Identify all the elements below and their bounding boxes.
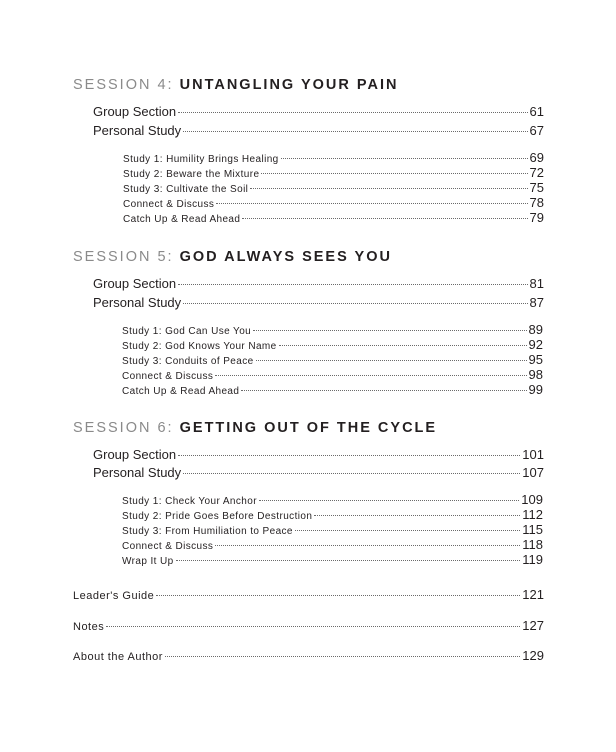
toc-entry-label: Group Section — [93, 276, 177, 291]
toc-entry-label: Connect & Discuss — [122, 541, 214, 552]
toc-entry-label: Study 3: From Humiliation to Peace — [122, 526, 293, 537]
toc-page-number: 67 — [529, 123, 544, 138]
dot-leader — [216, 203, 527, 204]
toc-entry-label: Group Section — [93, 447, 177, 462]
toc-page-number: 119 — [522, 552, 543, 567]
session-6-title — [73, 419, 437, 437]
dot-leader — [279, 345, 527, 346]
dot-leader — [259, 500, 519, 501]
toc-page-number: 98 — [528, 367, 543, 382]
toc-page-number: 118 — [522, 537, 543, 552]
dot-leader — [178, 455, 520, 456]
toc-entry-personal-study[interactable] — [93, 464, 544, 482]
toc-page-number: 121 — [522, 587, 544, 602]
toc-page-number: 115 — [522, 522, 543, 537]
toc-page-number: 89 — [528, 322, 543, 337]
dot-leader — [256, 360, 527, 361]
toc-page-number: 75 — [529, 180, 544, 195]
toc-entry-label: Connect & Discuss — [122, 371, 214, 382]
session-6-name: GETTING OUT OF THE CYCLE — [179, 420, 438, 436]
toc-page-number: 79 — [529, 210, 544, 225]
dot-leader — [183, 131, 527, 132]
toc-page-number: 99 — [528, 382, 543, 397]
toc-page-number: 109 — [521, 492, 543, 507]
toc-page-number: 112 — [522, 507, 543, 522]
toc-entry-label: Study 1: God Can Use You — [122, 326, 252, 337]
toc-entry-group-section[interactable] — [93, 275, 544, 293]
toc-entry-catch-up[interactable] — [122, 382, 543, 399]
dot-leader — [183, 303, 527, 304]
toc-entry-group-section[interactable] — [93, 446, 544, 464]
toc-page-number: 72 — [529, 165, 544, 180]
session-4-name: UNTANGLING YOUR PAIN — [179, 77, 399, 93]
dot-leader — [314, 515, 520, 516]
toc-entry-label: Catch Up & Read Ahead — [122, 386, 240, 397]
toc-page-number: 61 — [529, 104, 544, 119]
toc-entry-label: Study 2: Beware the Mixture — [123, 169, 260, 180]
dot-leader — [156, 595, 520, 596]
dot-leader — [261, 173, 527, 174]
toc-entry-group-section[interactable] — [93, 103, 544, 121]
toc-entry-label: Study 2: God Knows Your Name — [122, 341, 277, 352]
toc-entry-label: Notes — [73, 621, 105, 633]
session-5-title — [73, 248, 392, 266]
toc-entry-label: Personal Study — [93, 123, 182, 138]
toc-entry-label: Study 3: Conduits of Peace — [122, 356, 254, 367]
toc-entry-leaders-guide[interactable] — [73, 587, 544, 604]
toc-page-number: 81 — [529, 276, 544, 291]
toc-entry-label: About the Author — [73, 651, 163, 663]
toc-page-number: 107 — [522, 465, 544, 480]
dot-leader — [178, 112, 527, 113]
dot-leader — [215, 545, 520, 546]
toc-entry-label: Group Section — [93, 104, 177, 119]
toc-entry-personal-study[interactable] — [93, 294, 544, 312]
session-5-name: GOD ALWAYS SEES YOU — [179, 249, 392, 265]
toc-page-number: 127 — [522, 618, 544, 633]
toc-page-number: 101 — [522, 447, 544, 462]
toc-entry-about-the-author[interactable] — [73, 648, 544, 665]
dot-leader — [242, 218, 527, 219]
toc-entry-personal-study[interactable] — [93, 122, 544, 140]
dot-leader — [295, 530, 520, 531]
toc-page-number: 87 — [529, 295, 544, 310]
dot-leader — [165, 656, 520, 657]
toc-entry-notes[interactable] — [73, 618, 544, 635]
toc-page-number: 95 — [528, 352, 543, 367]
toc-entry-label: Study 3: Cultivate the Soil — [123, 184, 249, 195]
dot-leader — [106, 626, 520, 627]
session-4-title — [73, 76, 398, 94]
dot-leader — [183, 473, 520, 474]
session-6-prefix: SESSION 6: — [73, 420, 174, 436]
toc-page-number: 78 — [529, 195, 544, 210]
dot-leader — [250, 188, 527, 189]
session-5-prefix: SESSION 5: — [73, 249, 174, 265]
toc-entry-label: Study 1: Humility Brings Healing — [123, 154, 279, 165]
toc-entry-label: Study 1: Check Your Anchor — [122, 496, 257, 507]
dot-leader — [241, 390, 526, 391]
toc-entry-label: Leader's Guide — [73, 590, 155, 602]
dot-leader — [176, 560, 521, 561]
toc-entry-wrap-it-up[interactable] — [122, 552, 543, 569]
toc-page-number: 69 — [529, 150, 544, 165]
toc-entry-label: Personal Study — [93, 465, 182, 480]
toc-entry-label: Study 2: Pride Goes Before Destruction — [122, 511, 313, 522]
toc-entry-label: Catch Up & Read Ahead — [123, 214, 241, 225]
toc-entry-label: Connect & Discuss — [123, 199, 215, 210]
toc-entry-label: Personal Study — [93, 295, 182, 310]
dot-leader — [281, 158, 528, 159]
toc-page-number: 129 — [522, 648, 544, 663]
dot-leader — [215, 375, 526, 376]
toc-entry-label: Wrap It Up — [122, 556, 174, 567]
toc-page-number: 92 — [528, 337, 543, 352]
toc-entry-catch-up[interactable] — [123, 210, 544, 227]
dot-leader — [253, 330, 526, 331]
session-4-prefix: SESSION 4: — [73, 77, 174, 93]
dot-leader — [178, 284, 527, 285]
